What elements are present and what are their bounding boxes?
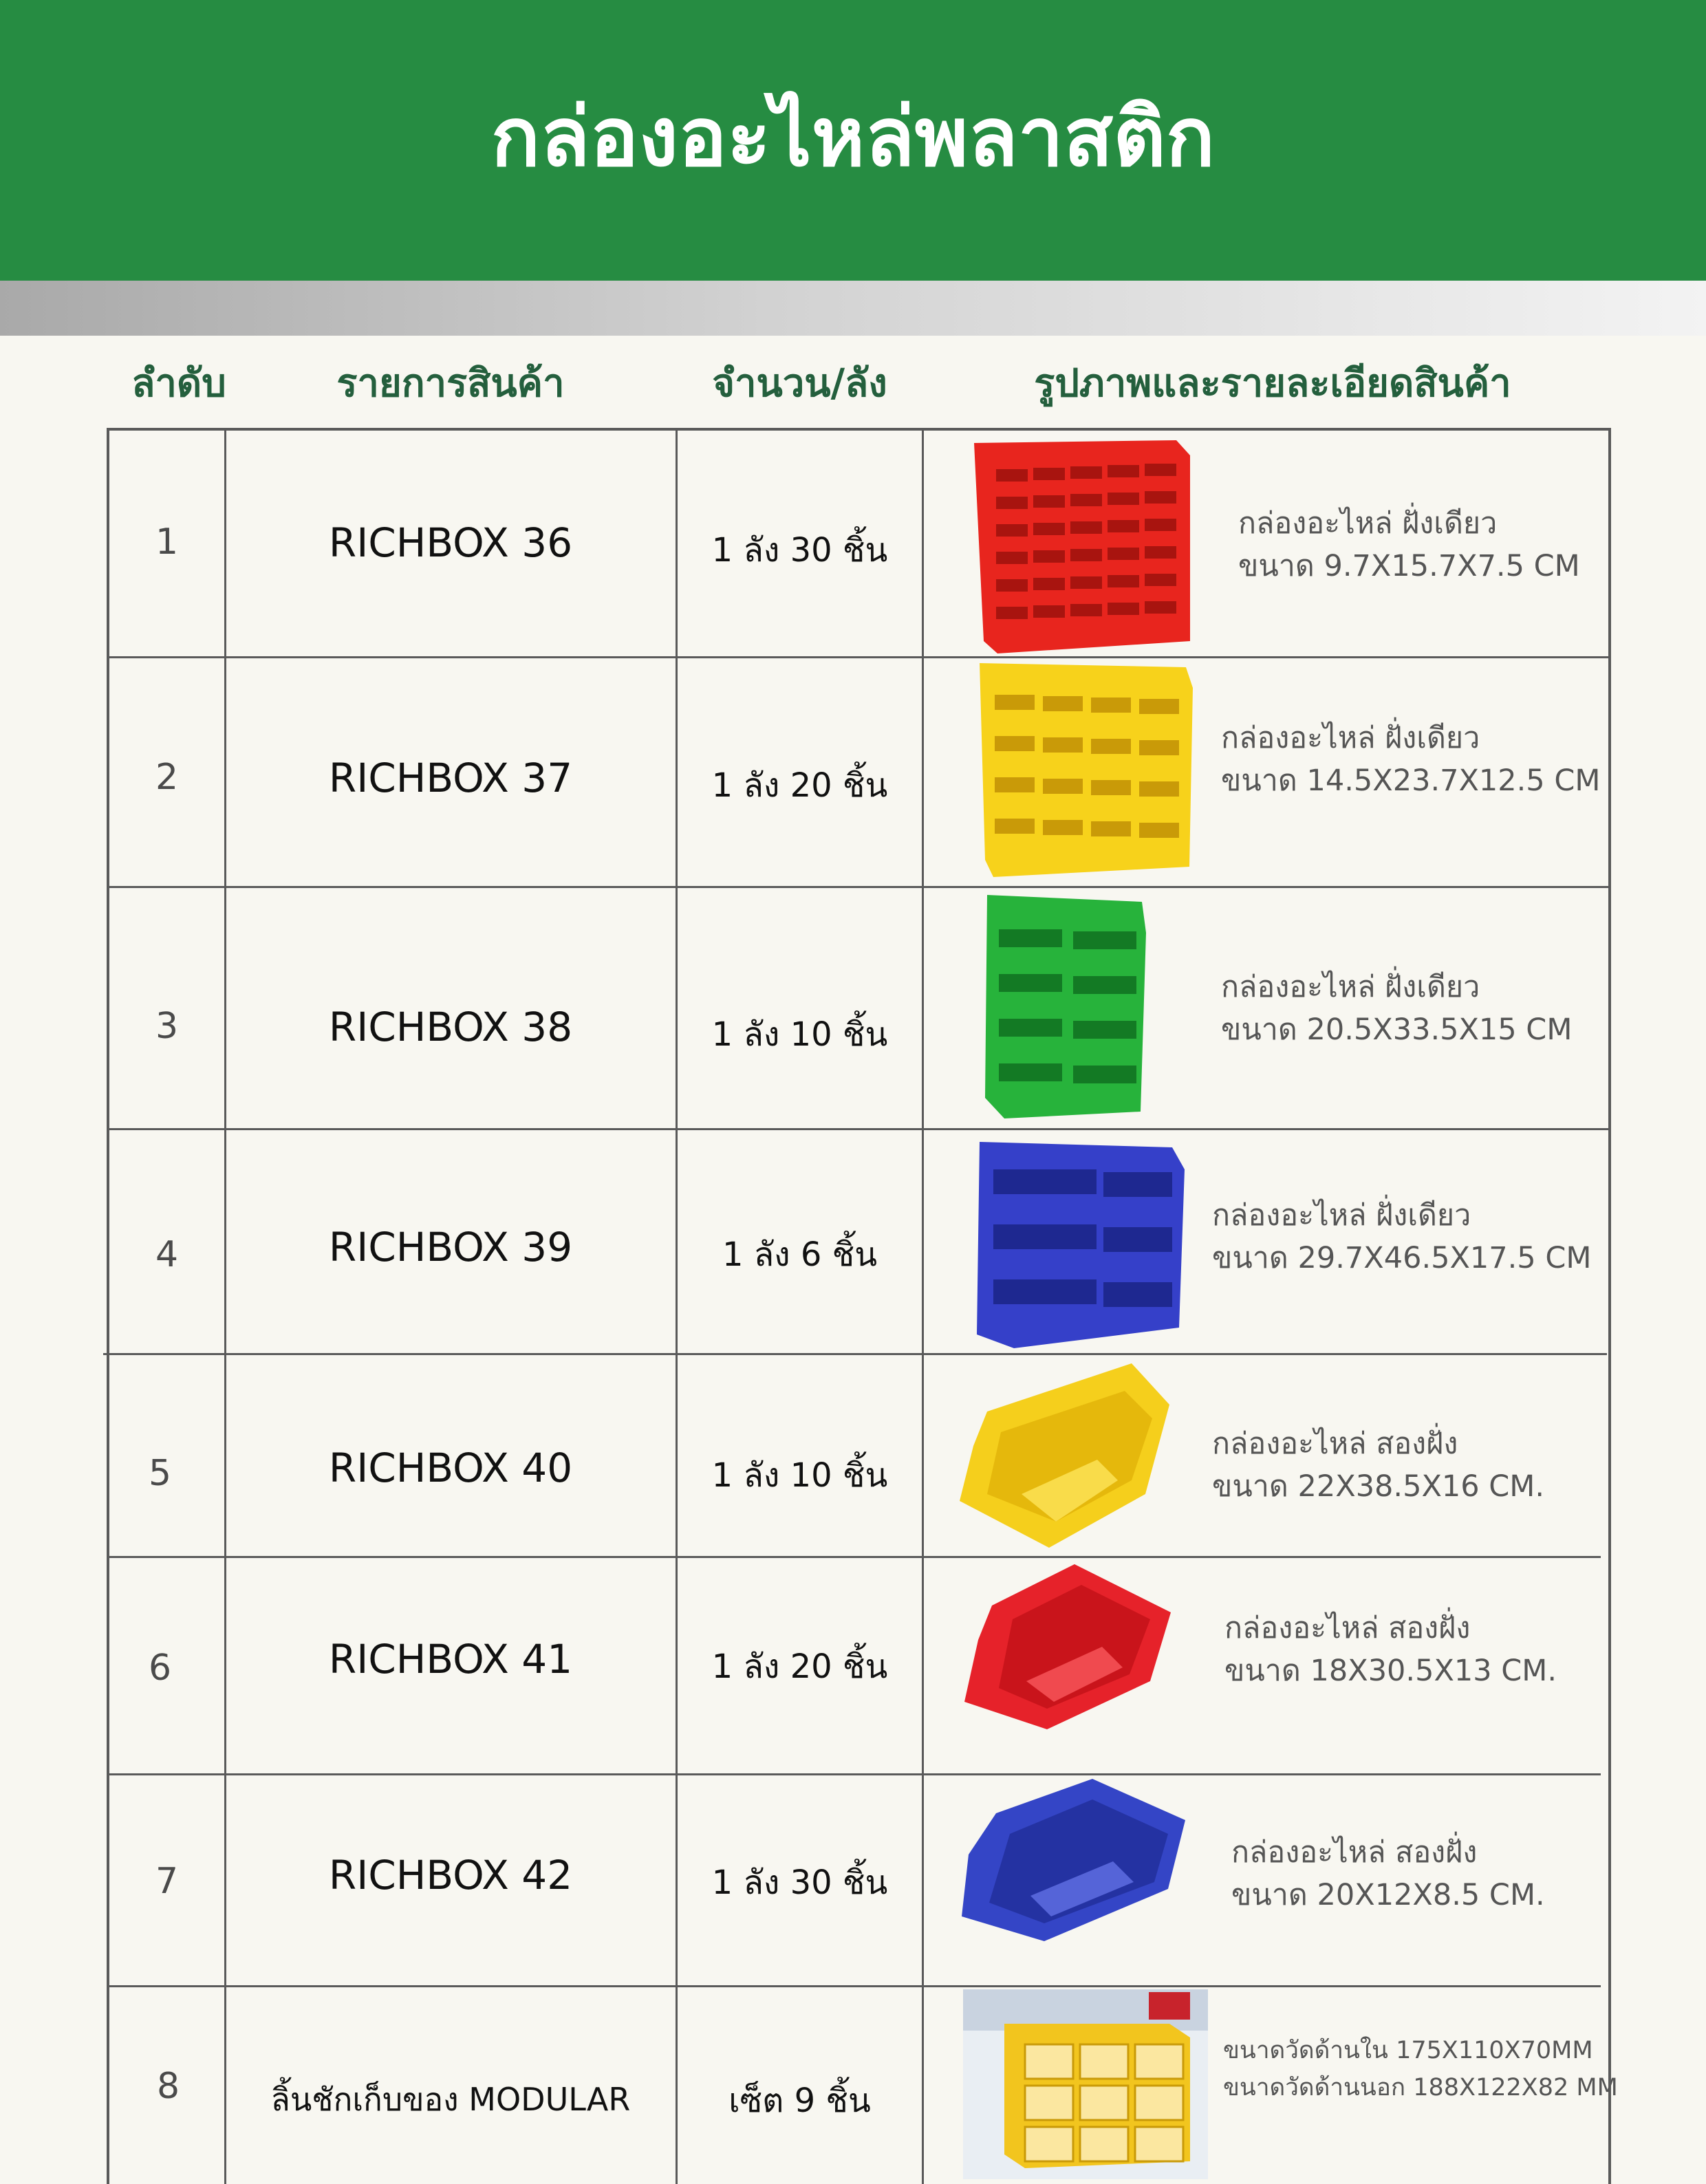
product-description	[1224, 1607, 1557, 1692]
description-size: ขนาดวัดด้านนอก 188X122X82 MM	[1223, 2074, 1618, 2101]
product-quantity: 1 ลัง 30 ชิ้น	[711, 1863, 888, 1902]
description-type: ขนาดวัดด้านใน 175X110X70MM	[1223, 2037, 1593, 2064]
stacked-green-bins-image	[984, 891, 1149, 1118]
description-type: กล่องอะไหล่ สองฝั่ง	[1231, 1835, 1478, 1870]
row-divider	[107, 656, 1610, 658]
product-name: RICHBOX 37	[328, 755, 573, 801]
row-number: 5	[148, 1453, 172, 1494]
description-size: ขนาด 22X38.5X16 CM.	[1212, 1469, 1545, 1504]
stacked-red-bins-image	[970, 435, 1194, 653]
column-divider-left	[107, 428, 109, 2184]
product-name: RICHBOX 39	[328, 1224, 573, 1271]
stacked-blue-bins-image	[973, 1142, 1186, 1348]
blue-bin-image	[962, 1779, 1185, 1941]
product-quantity: 1 ลัง 20 ชิ้น	[711, 1647, 888, 1686]
description-size: ขนาด 20.5X33.5X15 CM	[1221, 1013, 1573, 1047]
description-size: ขนาด 18X30.5X13 CM.	[1224, 1654, 1557, 1688]
product-quantity: 1 ลัง 6 ชิ้น	[722, 1235, 878, 1274]
product-description	[1212, 1423, 1544, 1508]
row-divider	[103, 1353, 1607, 1355]
product-name: ลิ้นชักเก็บของ MODULAR	[270, 2081, 631, 2118]
product-quantity: 1 ลัง 10 ชิ้น	[711, 1015, 888, 1054]
row-number: 8	[156, 2066, 180, 2107]
product-name: RICHBOX 38	[328, 1004, 573, 1050]
title-banner	[0, 0, 1706, 281]
banner-gradient-strip	[0, 281, 1706, 336]
description-type: กล่องอะไหล่ สองฝั่ง	[1212, 1427, 1458, 1461]
product-quantity: 1 ลัง 20 ชิ้น	[711, 766, 888, 805]
description-type: กล่องอะไหล่ ฝั่งเดียว	[1221, 970, 1480, 1004]
product-name: RICHBOX 36	[328, 519, 573, 566]
product-description	[1223, 2032, 1618, 2106]
yellow-bin-image	[960, 1363, 1173, 1548]
drawer-grid	[1025, 2044, 1183, 2161]
row-divider	[107, 1773, 1601, 1775]
product-description	[1238, 502, 1580, 587]
column-header-order: ลำดับ	[131, 361, 226, 406]
column-divider-order	[224, 428, 226, 2184]
row-divider	[107, 1128, 1610, 1130]
row-divider	[107, 886, 1610, 888]
row-divider	[107, 1985, 1601, 1987]
row-number: 7	[155, 1861, 179, 1902]
product-quantity: เซ็ต 9 ชิ้น	[728, 2082, 871, 2120]
red-bin-image	[964, 1564, 1171, 1729]
row-divider	[107, 1556, 1601, 1558]
page-title: กล่องอะไหล่พลาสติก	[490, 89, 1216, 184]
row-number: 4	[155, 1234, 179, 1275]
product-description	[1212, 1194, 1591, 1279]
description-type: กล่องอะไหล่ ฝั่งเดียว	[1238, 506, 1498, 541]
column-header-item: รายการสินค้า	[336, 361, 565, 406]
bin-grid	[993, 1169, 1172, 1307]
product-name: RICHBOX 40	[328, 1445, 573, 1491]
row-number: 3	[155, 1006, 179, 1047]
column-header-quantity: จำนวน/ลัง	[712, 361, 887, 406]
column-header-details: รูปภาพและรายละเอียดสินค้า	[1034, 361, 1511, 406]
row-number: 6	[148, 1647, 172, 1689]
column-divider-item	[676, 428, 678, 2184]
product-quantity: 1 ลัง 30 ชิ้น	[711, 531, 888, 570]
description-type: กล่องอะไหล่ ฝั่งเดียว	[1212, 1198, 1471, 1233]
modular-drawer-set-image	[963, 1989, 1208, 2179]
product-name: RICHBOX 41	[328, 1636, 573, 1683]
description-type: กล่องอะไหล่ ฝั่งเดียว	[1221, 721, 1480, 755]
product-description	[1221, 966, 1572, 1051]
table-top-border	[107, 428, 1610, 431]
column-divider-quantity	[922, 428, 924, 2184]
description-size: ขนาด 14.5X23.7X12.5 CM	[1221, 764, 1601, 798]
description-size: ขนาด 20X12X8.5 CM.	[1231, 1878, 1545, 1912]
description-size: ขนาด 9.7X15.7X7.5 CM	[1238, 549, 1580, 583]
description-type: กล่องอะไหล่ สองฝั่ง	[1224, 1611, 1471, 1645]
row-number: 1	[155, 521, 179, 563]
product-description	[1231, 1831, 1545, 1916]
product-description	[1221, 717, 1600, 802]
description-size: ขนาด 29.7X46.5X17.5 CM	[1212, 1241, 1592, 1275]
product-quantity: 1 ลัง 10 ชิ้น	[711, 1456, 888, 1495]
stacked-yellow-bins-image	[980, 660, 1193, 877]
column-divider-right	[1608, 428, 1611, 2184]
row-number: 2	[155, 757, 179, 798]
product-name: RICHBOX 42	[328, 1852, 573, 1899]
